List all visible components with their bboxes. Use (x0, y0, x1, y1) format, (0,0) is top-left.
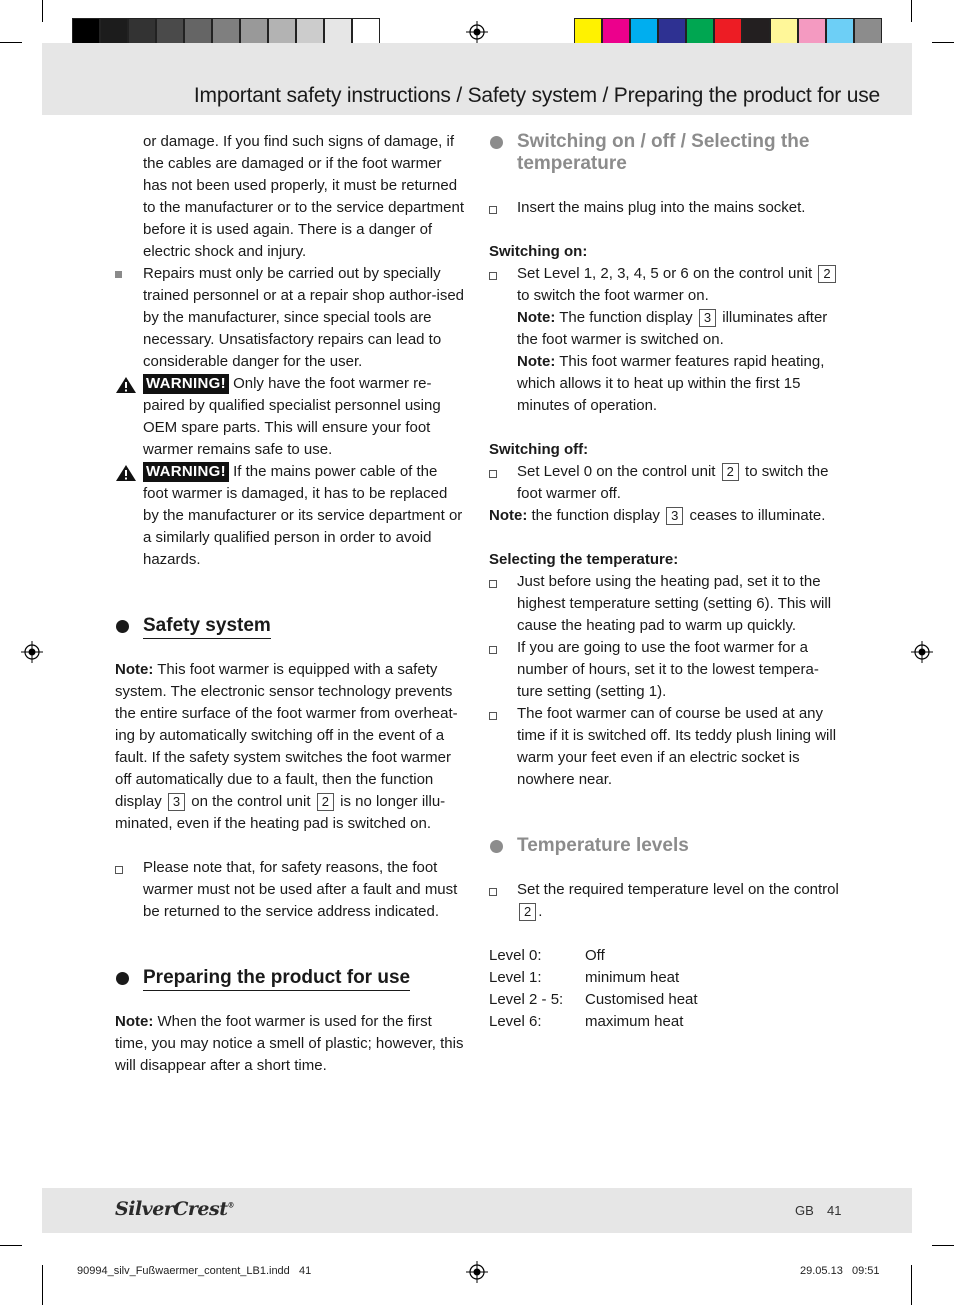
list-item: If you are going to use the foot warmer for a number of hours, set it to the lowest tempera-ture setting (setting 1). (489, 637, 839, 703)
bullet-dot-icon (490, 840, 503, 853)
list-item: Set Level 0 on the control unit 2 to switch the foot warmer off. (489, 461, 839, 505)
level-name: Level 1: (489, 969, 542, 986)
color-swatch (714, 18, 742, 46)
crop-mark (911, 0, 912, 22)
color-swatch (352, 18, 380, 46)
page-number: 41 (827, 1203, 842, 1218)
color-swatch (156, 18, 184, 46)
list-item: Set Level 1, 2, 3, 4, 5 or 6 on the control unit 2 to switch the foot warmer on. Note: The function display 3 illuminates after the foot warmer is switched on. Note: This foot warmer features rapid heating, which allows it to heat up within the first 15 minutes of operation. (489, 263, 839, 417)
warning-triangle-icon (115, 464, 137, 482)
bullet-dot-icon (116, 972, 129, 985)
subheading-selecting: Selecting the temperature: (489, 551, 679, 568)
section-heading-safety-system: Safety system (115, 615, 465, 637)
color-swatch (742, 18, 770, 46)
list-item: Set the required temperature level on the control 2 . (489, 879, 839, 923)
registration-mark-icon (911, 641, 933, 663)
color-swatch (854, 18, 882, 46)
section-heading-preparing: Preparing the product for use (115, 967, 465, 989)
color-swatch (324, 18, 352, 46)
list-item (115, 263, 465, 373)
ref-number-badge: 2 (722, 463, 739, 481)
page-title: Important safety instructions / Safety system / Preparing the product for use (193, 84, 880, 107)
warning-text: If the mains power cable of the foot warmer is damaged, it has to be replaced by the manufacturer or its service department or a similarly qualified person in order to avoid hazards. (143, 463, 463, 568)
ref-number-badge: 3 (168, 793, 185, 811)
color-swatch (798, 18, 826, 46)
level-desc: minimum heat (585, 969, 680, 986)
ref-number-badge: 3 (666, 507, 683, 525)
color-swatch (100, 18, 128, 46)
prep-note: Note: When the foot warmer is used for the first time, you may notice a smell of plastic; however, this will disappear after a short time. (115, 1013, 464, 1074)
level-desc: Off (585, 947, 605, 964)
checkbox-bullet-icon (489, 646, 497, 654)
ref-number-badge: 2 (519, 903, 536, 921)
warning-text: Only have the foot warmer re-paired by qualified specialist personnel using OEM spare parts. This will ensure your foot warmer remains safe to use. (143, 375, 441, 458)
crop-mark (42, 0, 43, 22)
continued-paragraph: or damage. If you find such signs of damage, if the cables are damaged or if the foot warmer has not been used properly, it must be returned to the manufacturer or to the service department before it is used again. There is a danger of electric shock and injury. (143, 133, 464, 260)
checkbox-bullet-icon (489, 272, 497, 280)
subheading-switching-off: Switching off: (489, 441, 589, 458)
left-column (115, 131, 465, 1077)
file-name: 90994_silv_Fußwaermer_content_LB1.indd 41 (77, 1265, 312, 1277)
registration-mark-icon (21, 641, 43, 663)
checkbox-bullet-icon (489, 712, 497, 720)
level-name: Level 6: (489, 1013, 542, 1030)
level-desc: Customised heat (585, 991, 698, 1008)
brand-logo: SilverCrest® (115, 1198, 234, 1220)
process-color-bar (574, 18, 882, 46)
warning-badge: WARNING! (143, 374, 229, 394)
safety-note: Note: This foot warmer is equipped with a safety system. The electronic sensor technology prevents the entire surface of the foot warmer from overheat-ing by automatically switching off in the event of a fault. If the safety system switches the foot warmer off automatically due to a fault, then the function display 3 on the control unit 2 is no longer illu-minated, even if the heating pad is switched on. (115, 661, 458, 832)
subheading-switching-on: Switching on: (489, 243, 588, 260)
square-bullet-icon (115, 271, 122, 278)
section-heading-temperature-levels: Temperature levels (489, 835, 839, 857)
checkbox-bullet-icon (489, 580, 497, 588)
warning-block (115, 461, 465, 571)
color-swatch (686, 18, 714, 46)
checkbox-bullet-icon (489, 470, 497, 478)
color-swatch (630, 18, 658, 46)
section-heading-switching: Switching on / off / Selecting the temperature (489, 131, 817, 175)
color-swatch (128, 18, 156, 46)
crop-mark (932, 1245, 954, 1246)
color-swatch (184, 18, 212, 46)
file-date: 29.05.13 09:51 (800, 1265, 880, 1277)
color-swatch (574, 18, 602, 46)
ref-number-badge: 2 (317, 793, 334, 811)
list-item: Insert the mains plug into the mains socket. (489, 197, 839, 219)
list-item: The foot warmer can of course be used at any time if it is switched off. Its teddy plush lining will warm your feet even if an electric socket is nowhere near. (489, 703, 839, 791)
registration-mark-icon (466, 21, 488, 43)
crop-mark (42, 1265, 43, 1305)
warning-triangle-icon (115, 376, 137, 394)
crop-mark (932, 42, 954, 43)
color-swatch (212, 18, 240, 46)
language-code: GB (795, 1203, 814, 1218)
color-swatch (72, 18, 100, 46)
crop-mark (911, 1265, 912, 1305)
right-column (489, 131, 839, 1033)
checkbox-bullet-icon (115, 866, 123, 874)
color-swatch (770, 18, 798, 46)
checkbox-bullet-icon (489, 888, 497, 896)
temperature-level-table (489, 945, 839, 1033)
bullet-dot-icon (490, 136, 503, 149)
repairs-text: Repairs must only be carried out by specially trained personnel or at a repair shop author-ised by the manufacturer, since special tools are necessary. Unsatisfactory repairs can lead to considerable danger for the user. (143, 265, 465, 370)
crop-mark (0, 42, 22, 43)
color-swatch (602, 18, 630, 46)
color-swatch (296, 18, 324, 46)
crop-mark (0, 1245, 22, 1246)
bullet-dot-icon (116, 620, 129, 633)
color-swatch (268, 18, 296, 46)
color-swatch (826, 18, 854, 46)
level-name: Level 0: (489, 947, 542, 964)
warning-badge: WARNING! (143, 462, 229, 482)
list-item: Just before using the heating pad, set it to the highest temperature setting (setting 6). This will cause the heating pad to warm up quickly. (489, 571, 839, 637)
ref-number-badge: 2 (818, 265, 835, 283)
grayscale-color-bar (72, 18, 380, 46)
color-swatch (240, 18, 268, 46)
color-swatch (658, 18, 686, 46)
ref-number-badge: 3 (699, 309, 716, 327)
warning-block (115, 373, 465, 461)
level-desc: maximum heat (585, 1013, 684, 1030)
list-item: Please note that, for safety reasons, the foot warmer must not be used after a fault and must be returned to the service address indicated. (115, 857, 465, 923)
level-name: Level 2 - 5: (489, 991, 564, 1008)
registration-mark-icon (466, 1261, 488, 1283)
checkbox-bullet-icon (489, 206, 497, 214)
off-note: Note: the function display 3 ceases to illuminate. (489, 507, 826, 524)
